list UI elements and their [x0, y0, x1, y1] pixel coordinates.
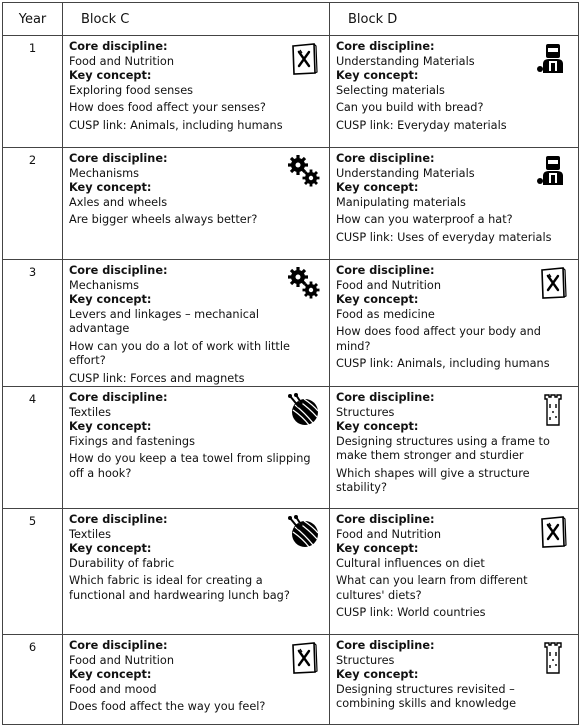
guiding-question: Does food affect the way you feel? [69, 700, 266, 713]
key-concept-label: Key concept: [69, 293, 152, 306]
core-discipline: Textiles [69, 527, 111, 541]
core-discipline-label: Core discipline: [69, 40, 168, 53]
block-d-cell [330, 260, 579, 387]
core-discipline-label: Core discipline: [336, 152, 435, 165]
core-discipline: Textiles [69, 405, 111, 419]
key-concept: Durability of fabric [69, 556, 175, 570]
key-concept: Designing structures using a frame to make them stronger and sturdier [336, 434, 550, 462]
key-concept-label: Key concept: [69, 542, 152, 555]
core-discipline: Food and Nutrition [69, 653, 174, 667]
food-icon [287, 641, 321, 675]
key-concept: Cultural influences on diet [336, 556, 485, 570]
guiding-question: Can you build with bread? [336, 101, 484, 114]
key-concept-label: Key concept: [69, 668, 152, 681]
yarn-icon [287, 515, 321, 549]
block-c-cell [63, 148, 330, 260]
core-discipline: Structures [336, 405, 395, 419]
core-discipline-label: Core discipline: [336, 40, 435, 53]
core-discipline-label: Core discipline: [69, 639, 168, 652]
welder-icon [536, 154, 570, 188]
block-d-cell [330, 635, 579, 725]
key-concept-label: Key concept: [336, 420, 419, 433]
block-d-cell [330, 36, 579, 148]
block-c-cell [63, 509, 330, 635]
header-row [3, 3, 579, 36]
cusp-link: CUSP link: World countries [336, 606, 486, 619]
block-c-header: Block C [63, 3, 330, 36]
block-c-cell [63, 635, 330, 725]
key-concept: Food and mood [69, 682, 157, 696]
core-discipline-label: Core discipline: [336, 513, 435, 526]
guiding-question: How can you waterproof a hat? [336, 213, 513, 226]
key-concept: Axles and wheels [69, 195, 168, 209]
year-row [3, 387, 579, 509]
core-discipline: Understanding Materials [336, 166, 475, 180]
core-discipline: Understanding Materials [336, 54, 475, 68]
core-discipline: Mechanisms [69, 278, 140, 292]
key-concept-label: Key concept: [69, 69, 152, 82]
key-concept-label: Key concept: [69, 420, 152, 433]
year-number: 5 [3, 509, 63, 635]
food-icon [536, 266, 570, 300]
year-number: 4 [3, 387, 63, 509]
year-number: 1 [3, 36, 63, 148]
guiding-question: What can you learn from different cultures' diets? [336, 574, 528, 602]
key-concept-label: Key concept: [336, 293, 419, 306]
block-d-cell [330, 509, 579, 635]
core-discipline: Food and Nutrition [336, 527, 441, 541]
block-c-cell [63, 260, 330, 387]
food-icon [287, 42, 321, 76]
core-discipline: Food and Nutrition [336, 278, 441, 292]
year-row [3, 148, 579, 260]
year-row [3, 36, 579, 148]
year-row [3, 509, 579, 635]
tower-icon [536, 393, 570, 427]
cusp-link: CUSP link: Forces and magnets [69, 371, 245, 385]
guiding-question: How do you keep a tea towel from slipping off a hook? [69, 452, 311, 480]
guiding-question: How does food affect your body and mind? [336, 325, 541, 353]
guiding-question: How does food affect your senses? [69, 101, 266, 114]
key-concept-label: Key concept: [336, 542, 419, 555]
core-discipline-label: Core discipline: [69, 152, 168, 165]
key-concept: Fixings and fastenings [69, 434, 195, 448]
key-concept-label: Key concept: [336, 181, 419, 194]
cusp-link: CUSP link: Uses of everyday materials [336, 230, 552, 244]
cusp-link: CUSP link: Animals, including humans [69, 118, 283, 132]
food-icon [536, 515, 570, 549]
year-number: 6 [3, 635, 63, 725]
core-discipline: Structures [336, 653, 395, 667]
core-discipline-label: Core discipline: [69, 513, 168, 526]
key-concept-label: Key concept: [69, 181, 152, 194]
tower-icon [536, 641, 570, 675]
guiding-question: Which fabric is ideal for creating a functional and hardwearing lunch bag? [69, 574, 290, 602]
block-c-cell [63, 36, 330, 148]
guiding-question: Are bigger wheels always better? [69, 213, 258, 226]
core-discipline: Food and Nutrition [69, 54, 174, 68]
block-c-cell [63, 387, 330, 509]
key-concept: Exploring food senses [69, 83, 194, 97]
key-concept: Selecting materials [336, 83, 445, 97]
key-concept-label: Key concept: [336, 668, 419, 681]
key-concept: Manipulating materials [336, 195, 466, 209]
key-concept: Levers and linkages – mechanical advantage [69, 307, 260, 335]
block-d-cell [330, 387, 579, 509]
yarn-icon [287, 393, 321, 427]
key-concept: Designing structures revisited – combining skills and knowledge [336, 682, 517, 710]
cusp-link: CUSP link: Animals, including humans [336, 357, 550, 370]
gears-icon [287, 266, 321, 300]
cusp-link: CUSP link: Everyday materials [336, 118, 507, 132]
key-concept: Food as medicine [336, 307, 435, 321]
block-d-cell [330, 148, 579, 260]
key-concept-label: Key concept: [336, 69, 419, 82]
year-number: 3 [3, 260, 63, 387]
curriculum-table [2, 2, 579, 725]
core-discipline: Mechanisms [69, 166, 140, 180]
year-number: 2 [3, 148, 63, 260]
block-d-header: Block D [330, 3, 579, 36]
guiding-question: Which shapes will give a structure stability? [336, 466, 530, 494]
core-discipline-label: Core discipline: [69, 391, 168, 404]
core-discipline-label: Core discipline: [69, 264, 168, 277]
year-header: Year [3, 3, 63, 36]
core-discipline-label: Core discipline: [336, 391, 435, 404]
year-row [3, 635, 579, 725]
year-row [3, 260, 579, 387]
gears-icon [287, 154, 321, 188]
guiding-question: How can you do a lot of work with little effort? [69, 339, 290, 367]
core-discipline-label: Core discipline: [336, 264, 435, 277]
welder-icon [536, 42, 570, 76]
core-discipline-label: Core discipline: [336, 639, 435, 652]
